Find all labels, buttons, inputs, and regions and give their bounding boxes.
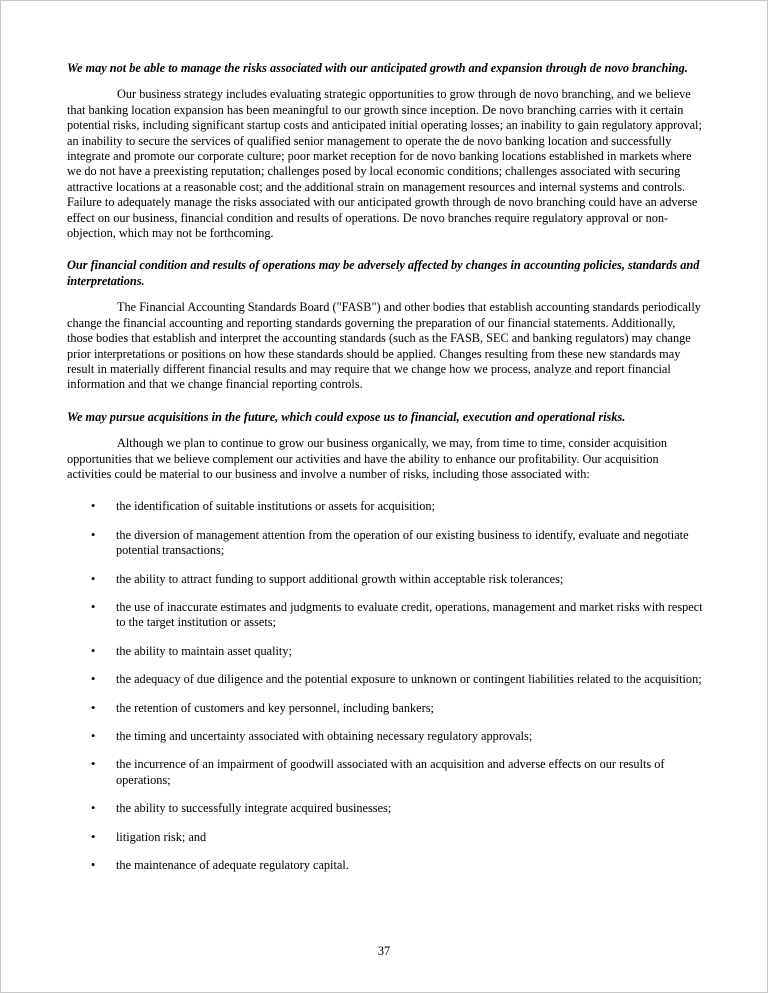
bullet-item xyxy=(67,644,704,659)
bullet-text: the retention of customers and key personnel, including bankers; xyxy=(116,700,434,715)
page-number: 37 xyxy=(377,944,391,958)
bullet-text: the adequacy of due diligence and the potential exposure to unknown or contingent liabilities related to the acquisition; xyxy=(116,672,702,687)
section-heading: We may pursue acquisitions in the future, which could expose us to financial, execution and operational risks. xyxy=(67,409,626,424)
bullet-item xyxy=(67,830,704,845)
bullet-icon: • xyxy=(91,801,96,816)
bullet-text: the incurrence of an impairment of goodwill associated with an acquisition and adverse effects on our results of operations; xyxy=(116,757,665,787)
bullet-list xyxy=(67,499,704,873)
bullet-item xyxy=(67,528,704,559)
bullet-icon: • xyxy=(91,700,96,715)
paragraph: The Financial Accounting Standards Board ("FASB") and other bodies that establish accounting standards periodically change the financial accounting and reporting standards governing the preparation of our financial statements. Additionally, those bodies that establish and interpret the accounting standards (such as the FASB, SEC and banking regulators) may change prior interpretations or positions on how these standards should be applied. Changes resulting from these new standards may result in materially different financial results and may require that we change how we process, analyze and report financial information and that we change financial reporting controls. xyxy=(67,300,701,392)
bullet-text: the timing and uncertainty associated with obtaining necessary regulatory approvals; xyxy=(116,729,533,743)
bullet-item xyxy=(67,757,704,788)
document-content xyxy=(67,61,704,886)
paragraph: Although we plan to continue to grow our business organically, we may, from time to time, consider acquisition opportunities that we believe complement our activities and have the ability to enhance our profitability. Our acquisition activities could be material to our business and involve a number of risks, including those associated with: xyxy=(67,436,668,481)
bullet-icon: • xyxy=(91,599,96,614)
bullet-item xyxy=(67,499,704,514)
bullet-text: the ability to successfully integrate acquired businesses; xyxy=(116,801,392,816)
bullet-icon: • xyxy=(91,643,96,658)
bullet-item xyxy=(67,672,704,687)
bullet-text: the use of inaccurate estimates and judgments to evaluate credit, operations, management and market risks with respect to the target institution or assets; xyxy=(116,599,703,630)
bullet-text: the identification of suitable institutions or assets for acquisition; xyxy=(116,499,435,514)
bullet-text: litigation risk; and xyxy=(116,829,207,844)
risk-factor-section xyxy=(67,61,704,241)
bullet-item xyxy=(67,801,704,816)
bullet-item xyxy=(67,729,704,744)
bullet-icon: • xyxy=(91,858,96,873)
risk-factor-section xyxy=(67,410,704,874)
bullet-text: the ability to attract funding to support additional growth within acceptable risk tolerances; xyxy=(116,571,564,586)
bullet-icon: • xyxy=(91,527,96,542)
bullet-icon: • xyxy=(91,672,96,687)
bullet-text: the maintenance of adequate regulatory capital. xyxy=(116,858,349,873)
section-heading: We may not be able to manage the risks associated with our anticipated growth and expansion through de novo branching. xyxy=(67,61,688,75)
bullet-item xyxy=(67,701,704,716)
bullet-icon: • xyxy=(91,757,96,772)
bullet-icon: • xyxy=(91,829,96,844)
risk-factor-section xyxy=(67,258,704,392)
bullet-text: the diversion of management attention from the operation of our existing business to identify, evaluate and negotiate potential transactions; xyxy=(116,527,689,558)
paragraph: Our business strategy includes evaluating strategic opportunities to grow through de novo branching, and we believe that banking location expansion has been meaningful to our growth since inception. De novo branching carries with it certain potential risks, including significant startup costs and anticipated initial operating losses; an inability to gain regulatory approval; an inability to secure the services of qualified senior management to operate the de novo banking location and successfully integrate and promote our corporate culture; poor market reception for de novo banking locations established in markets where we do not have a preexisting reputation; challenges posed by local economic conditions; challenges associated with securing attractive locations at a reasonable cost; and the additional strain on management resources and internal systems and controls. Failure to adequately manage the risks associated with our anticipated growth through de novo branching could have an adverse effect on our business, financial condition and results of operations. De novo branches require regulatory approval or non-objection, which may not be forthcoming. xyxy=(67,87,702,241)
bullet-text: the ability to maintain asset quality; xyxy=(116,643,292,658)
bullet-icon: • xyxy=(91,499,96,514)
bullet-item xyxy=(67,858,704,873)
section-heading: Our financial condition and results of operations may be adversely affected by changes in accounting policies, standards and interpretations. xyxy=(67,258,700,288)
bullet-icon: • xyxy=(91,571,96,586)
bullet-item xyxy=(67,600,704,631)
bullet-icon: • xyxy=(91,729,96,743)
bullet-item xyxy=(67,572,704,587)
